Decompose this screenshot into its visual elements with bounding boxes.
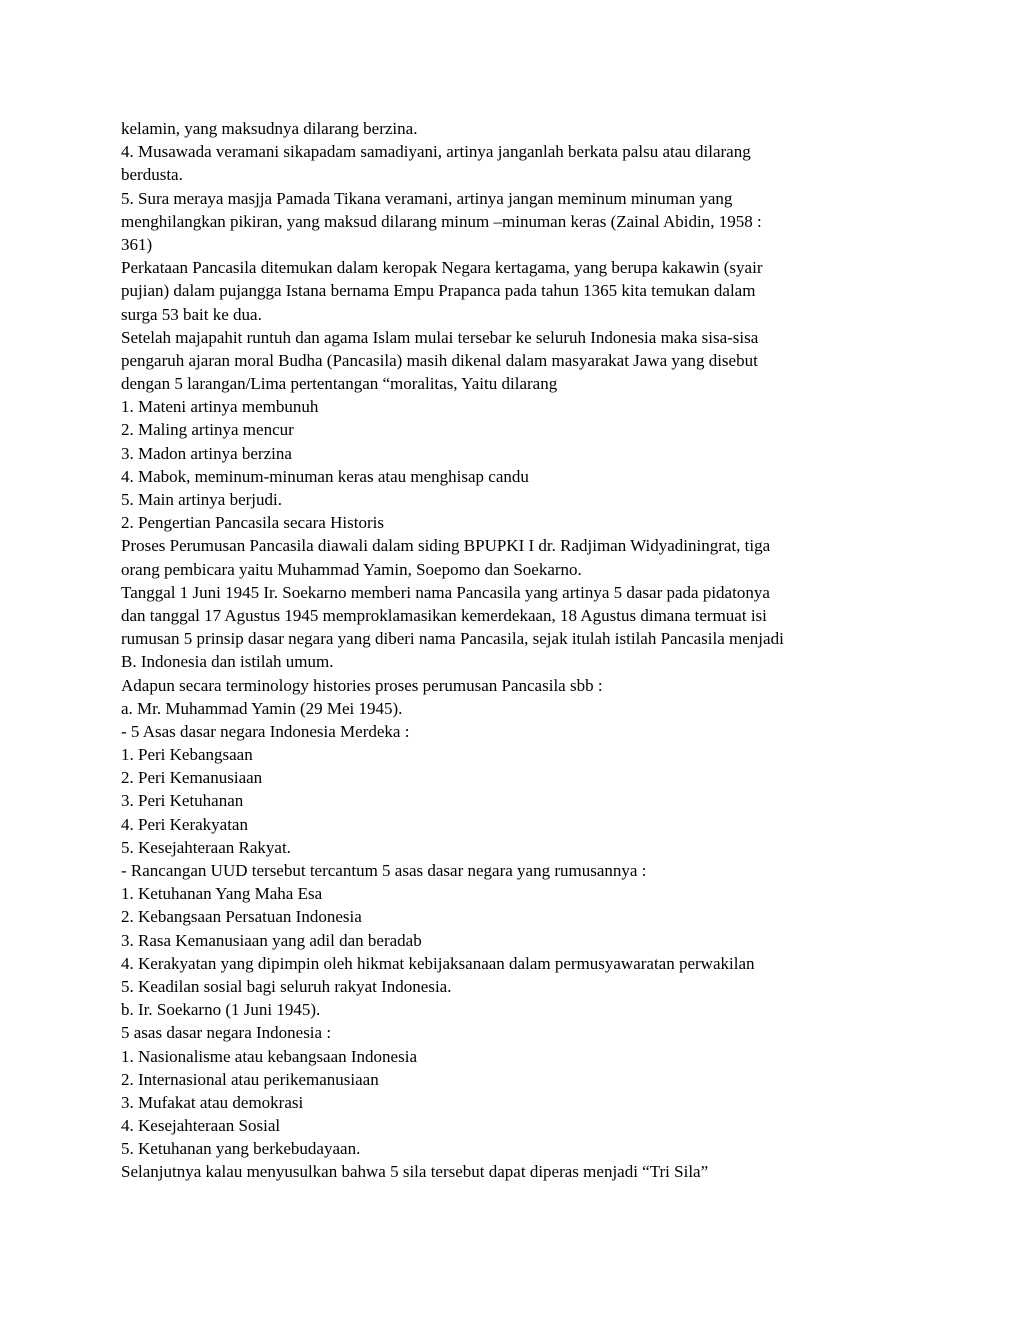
text-line: 5. Sura meraya masjja Pamada Tikana veramani, artinya jangan meminum minuman yang (121, 188, 733, 208)
text-line: Adapun secara terminology histories proses perumusan Pancasila sbb : (121, 675, 603, 695)
text-line: - 5 Asas dasar negara Indonesia Merdeka : (121, 721, 410, 741)
list-item: 3. Rasa Kemanusiaan yang adil dan beradab (121, 930, 422, 950)
text-line: 4. Musawada veramani sikapadam samadiyani, artinya janganlah berkata palsu atau dilarang (121, 142, 751, 162)
list-item: 3. Madon artinya berzina (121, 443, 292, 463)
list-item: 3. Peri Ketuhanan (121, 791, 244, 811)
list-item: 5. Kesejahteraan Rakyat. (121, 837, 291, 857)
list-item: 3. Mufakat atau demokrasi (121, 1092, 304, 1112)
list-item: 1. Ketuhanan Yang Maha Esa (121, 884, 323, 904)
text-line: pujian) dalam pujangga Istana bernama Empu Prapanca pada tahun 1365 kita temukan dalam (121, 281, 756, 301)
text-line: orang pembicara yaitu Muhammad Yamin, Soepomo dan Soekarno. (121, 559, 582, 579)
list-item: 4. Kesejahteraan Sosial (121, 1116, 281, 1136)
list-item: 2. Peri Kemanusiaan (121, 768, 263, 788)
list-item: 1. Nasionalisme atau kebangsaan Indonesia (121, 1046, 417, 1066)
text-line: Setelah majapahit runtuh dan agama Islam mulai tersebar ke seluruh Indonesia maka sisa-sisa (121, 327, 759, 347)
list-item: 4. Peri Kerakyatan (121, 814, 248, 834)
section-heading: 2. Pengertian Pancasila secara Historis (121, 513, 384, 533)
text-line: kelamin, yang maksudnya dilarang berzina. (121, 119, 418, 138)
list-item: 1. Peri Kebangsaan (121, 745, 253, 765)
subsection-heading: a. Mr. Muhammad Yamin (29 Mei 1945). (121, 698, 403, 718)
list-item: 5. Ketuhanan yang berkebudayaan. (121, 1139, 361, 1159)
list-item: 5. Keadilan sosial bagi seluruh rakyat Indonesia. (121, 976, 452, 996)
text-line: dengan 5 larangan/Lima pertentangan “moralitas, Yaitu dilarang (121, 374, 558, 394)
text-line: Tanggal 1 Juni 1945 Ir. Soekarno memberi nama Pancasila yang artinya 5 dasar pada pidatonya (121, 582, 770, 602)
list-item: 5. Main artinya berjudi. (121, 490, 282, 509)
list-item: 1. Mateni artinya membunuh (121, 397, 319, 417)
text-line: Selanjutnya kalau menyusulkan bahwa 5 sila tersebut dapat diperas menjadi “Tri Sila” (121, 1162, 709, 1182)
text-line: 361) (121, 234, 153, 254)
subsection-heading: b. Ir. Soekarno (1 Juni 1945). (121, 1000, 321, 1020)
text-line: dan tanggal 17 Agustus 1945 memproklamasikan kemerdekaan, 18 Agustus dimana termuat isi (121, 605, 767, 625)
text-line: pengaruh ajaran moral Budha (Pancasila) masih dikenal dalam masyarakat Jawa yang disebut (121, 350, 758, 370)
list-item: 4. Kerakyatan yang dipimpin oleh hikmat kebijaksanaan dalam permusyawaratan perwakilan (121, 953, 755, 973)
list-item: 2. Maling artinya mencur (121, 420, 294, 440)
list-item: 2. Kebangsaan Persatuan Indonesia (121, 907, 362, 927)
text-line: Perkataan Pancasila ditemukan dalam keropak Negara kertagama, yang berupa kakawin (syair (121, 258, 763, 278)
text-line: B. Indonesia dan istilah umum. (121, 652, 334, 672)
text-line: rumusan 5 prinsip dasar negara yang diberi nama Pancasila, sejak itulah istilah Pancasila menjadi (121, 629, 784, 649)
text-line: menghilangkan pikiran, yang maksud dilarang minum –minuman keras (Zainal Abidin, 1958 : (121, 211, 762, 231)
text-line: berdusta. (121, 165, 183, 185)
text-line: - Rancangan UUD tersebut tercantum 5 asas dasar negara yang rumusannya : (121, 861, 647, 880)
text-line: 5 asas dasar negara Indonesia : (121, 1023, 332, 1043)
list-item: 2. Internasional atau perikemanusiaan (121, 1069, 379, 1089)
text-line: surga 53 bait ke dua. (121, 304, 262, 324)
list-item: 4. Mabok, meminum-minuman keras atau menghisap candu (121, 466, 529, 486)
text-line: Proses Perumusan Pancasila diawali dalam siding BPUPKI I dr. Radjiman Widyadiningrat, tiga (121, 536, 771, 556)
document-body (121, 117, 911, 1184)
